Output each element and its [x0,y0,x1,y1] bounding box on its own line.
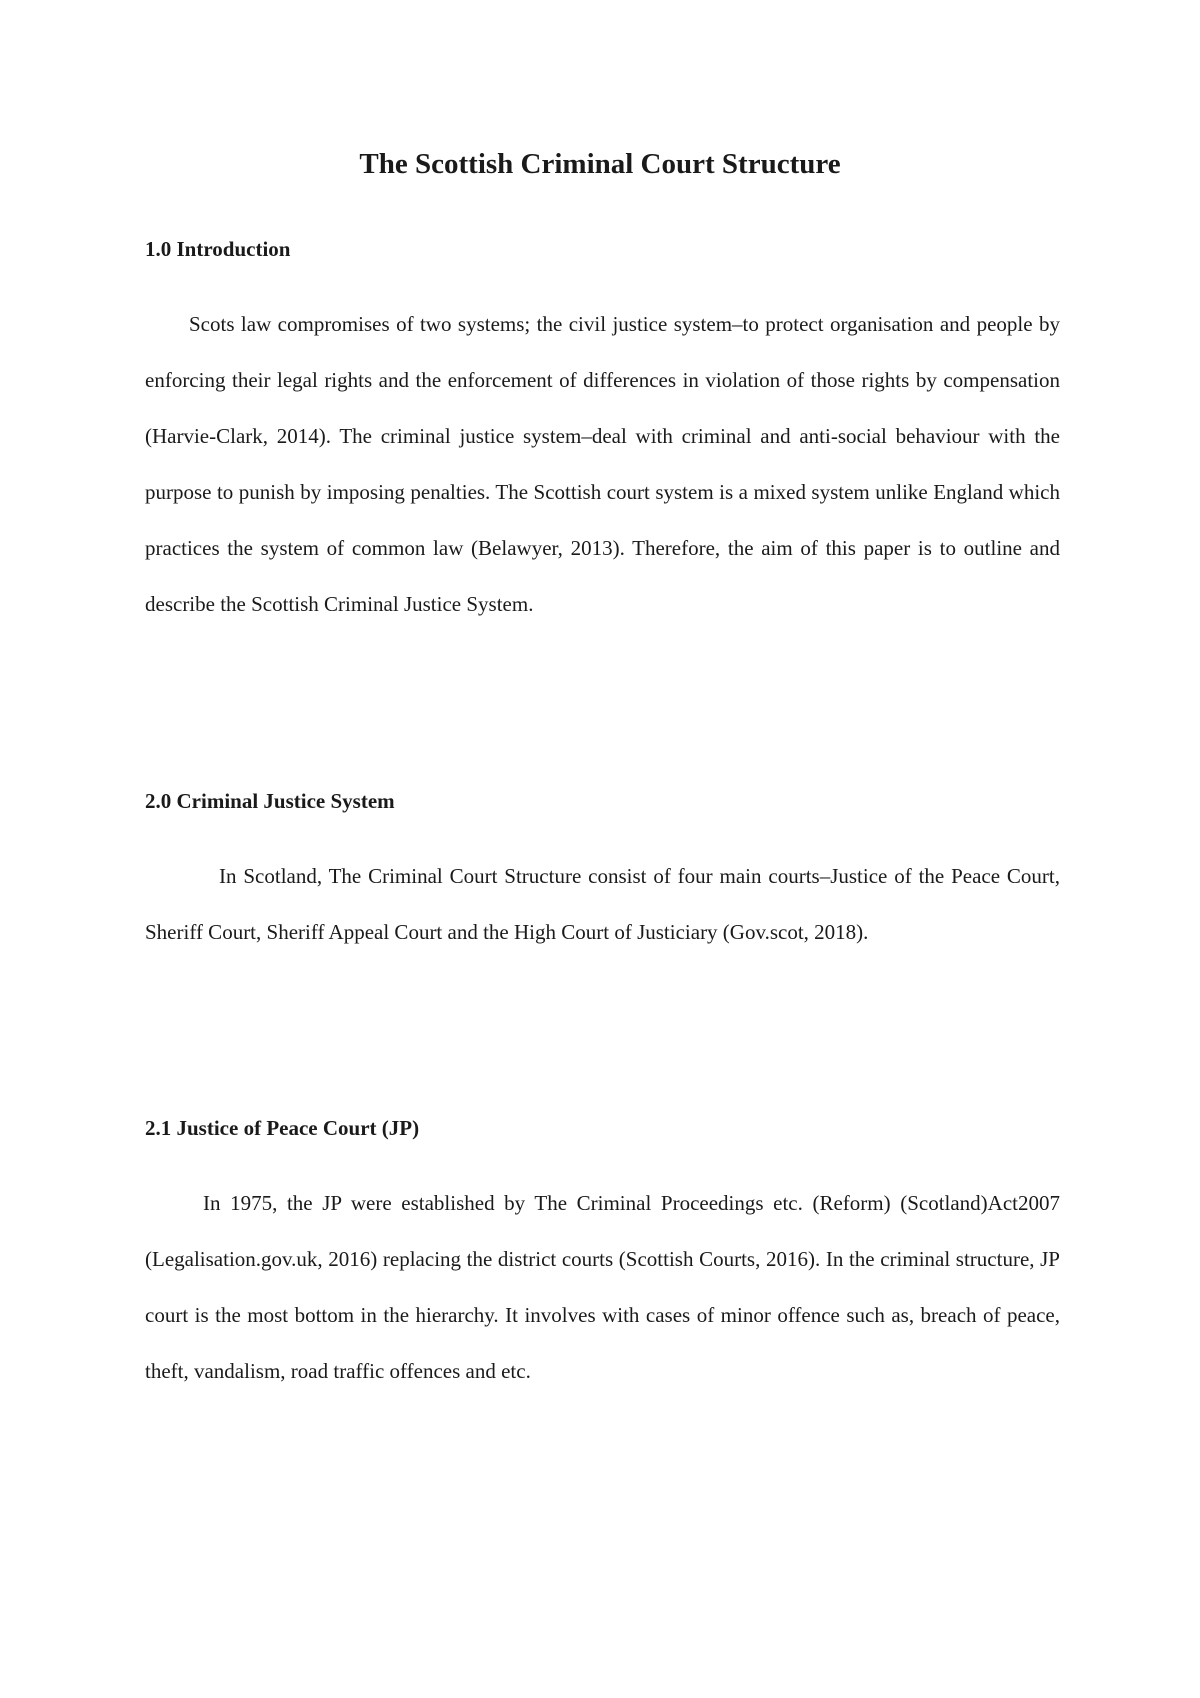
section-paragraph-introduction: Scots law compromises of two systems; the civil justice system–to protect organisation and people by enforcing their legal rights and the enforcement of differences in violation of those rights by compensation (Harvie-Clark, 2014). The criminal justice system–deal with criminal and anti-social behaviour with the purpose to punish by imposing penalties. The Scottish court system is a mixed system unlike England which practices the system of common law (Belawyer, 2013). Therefore, the aim of this paper is to outline and describe the Scottish Criminal Justice System. [145,312,1060,616]
section-heading-introduction: 1.0 Introduction [145,237,291,261]
section-heading-criminal-justice-system: 2.0 Criminal Justice System [145,789,395,813]
document-title: The Scottish Criminal Court Structure [359,148,841,180]
section-heading-justice-of-peace-court: 2.1 Justice of Peace Court (JP) [145,1116,420,1140]
section-paragraph-criminal-justice-system: In Scotland, The Criminal Court Structure consist of four main courts–Justice of the Peace Court, Sheriff Court, Sheriff Appeal Court and the High Court of Justiciary (Gov.scot, 2018). [145,864,1060,944]
section-paragraph-justice-of-peace-court: In 1975, the JP were established by The Criminal Proceedings etc. (Reform) (Scotland)Act2007 (Legalisation.gov.uk, 2016) replacing the district courts (Scottish Courts, 2016). In the criminal structure, JP court is the most bottom in the hierarchy. It involves with cases of minor offence such as, breach of peace, theft, vandalism, road traffic offences and etc. [145,1191,1060,1383]
